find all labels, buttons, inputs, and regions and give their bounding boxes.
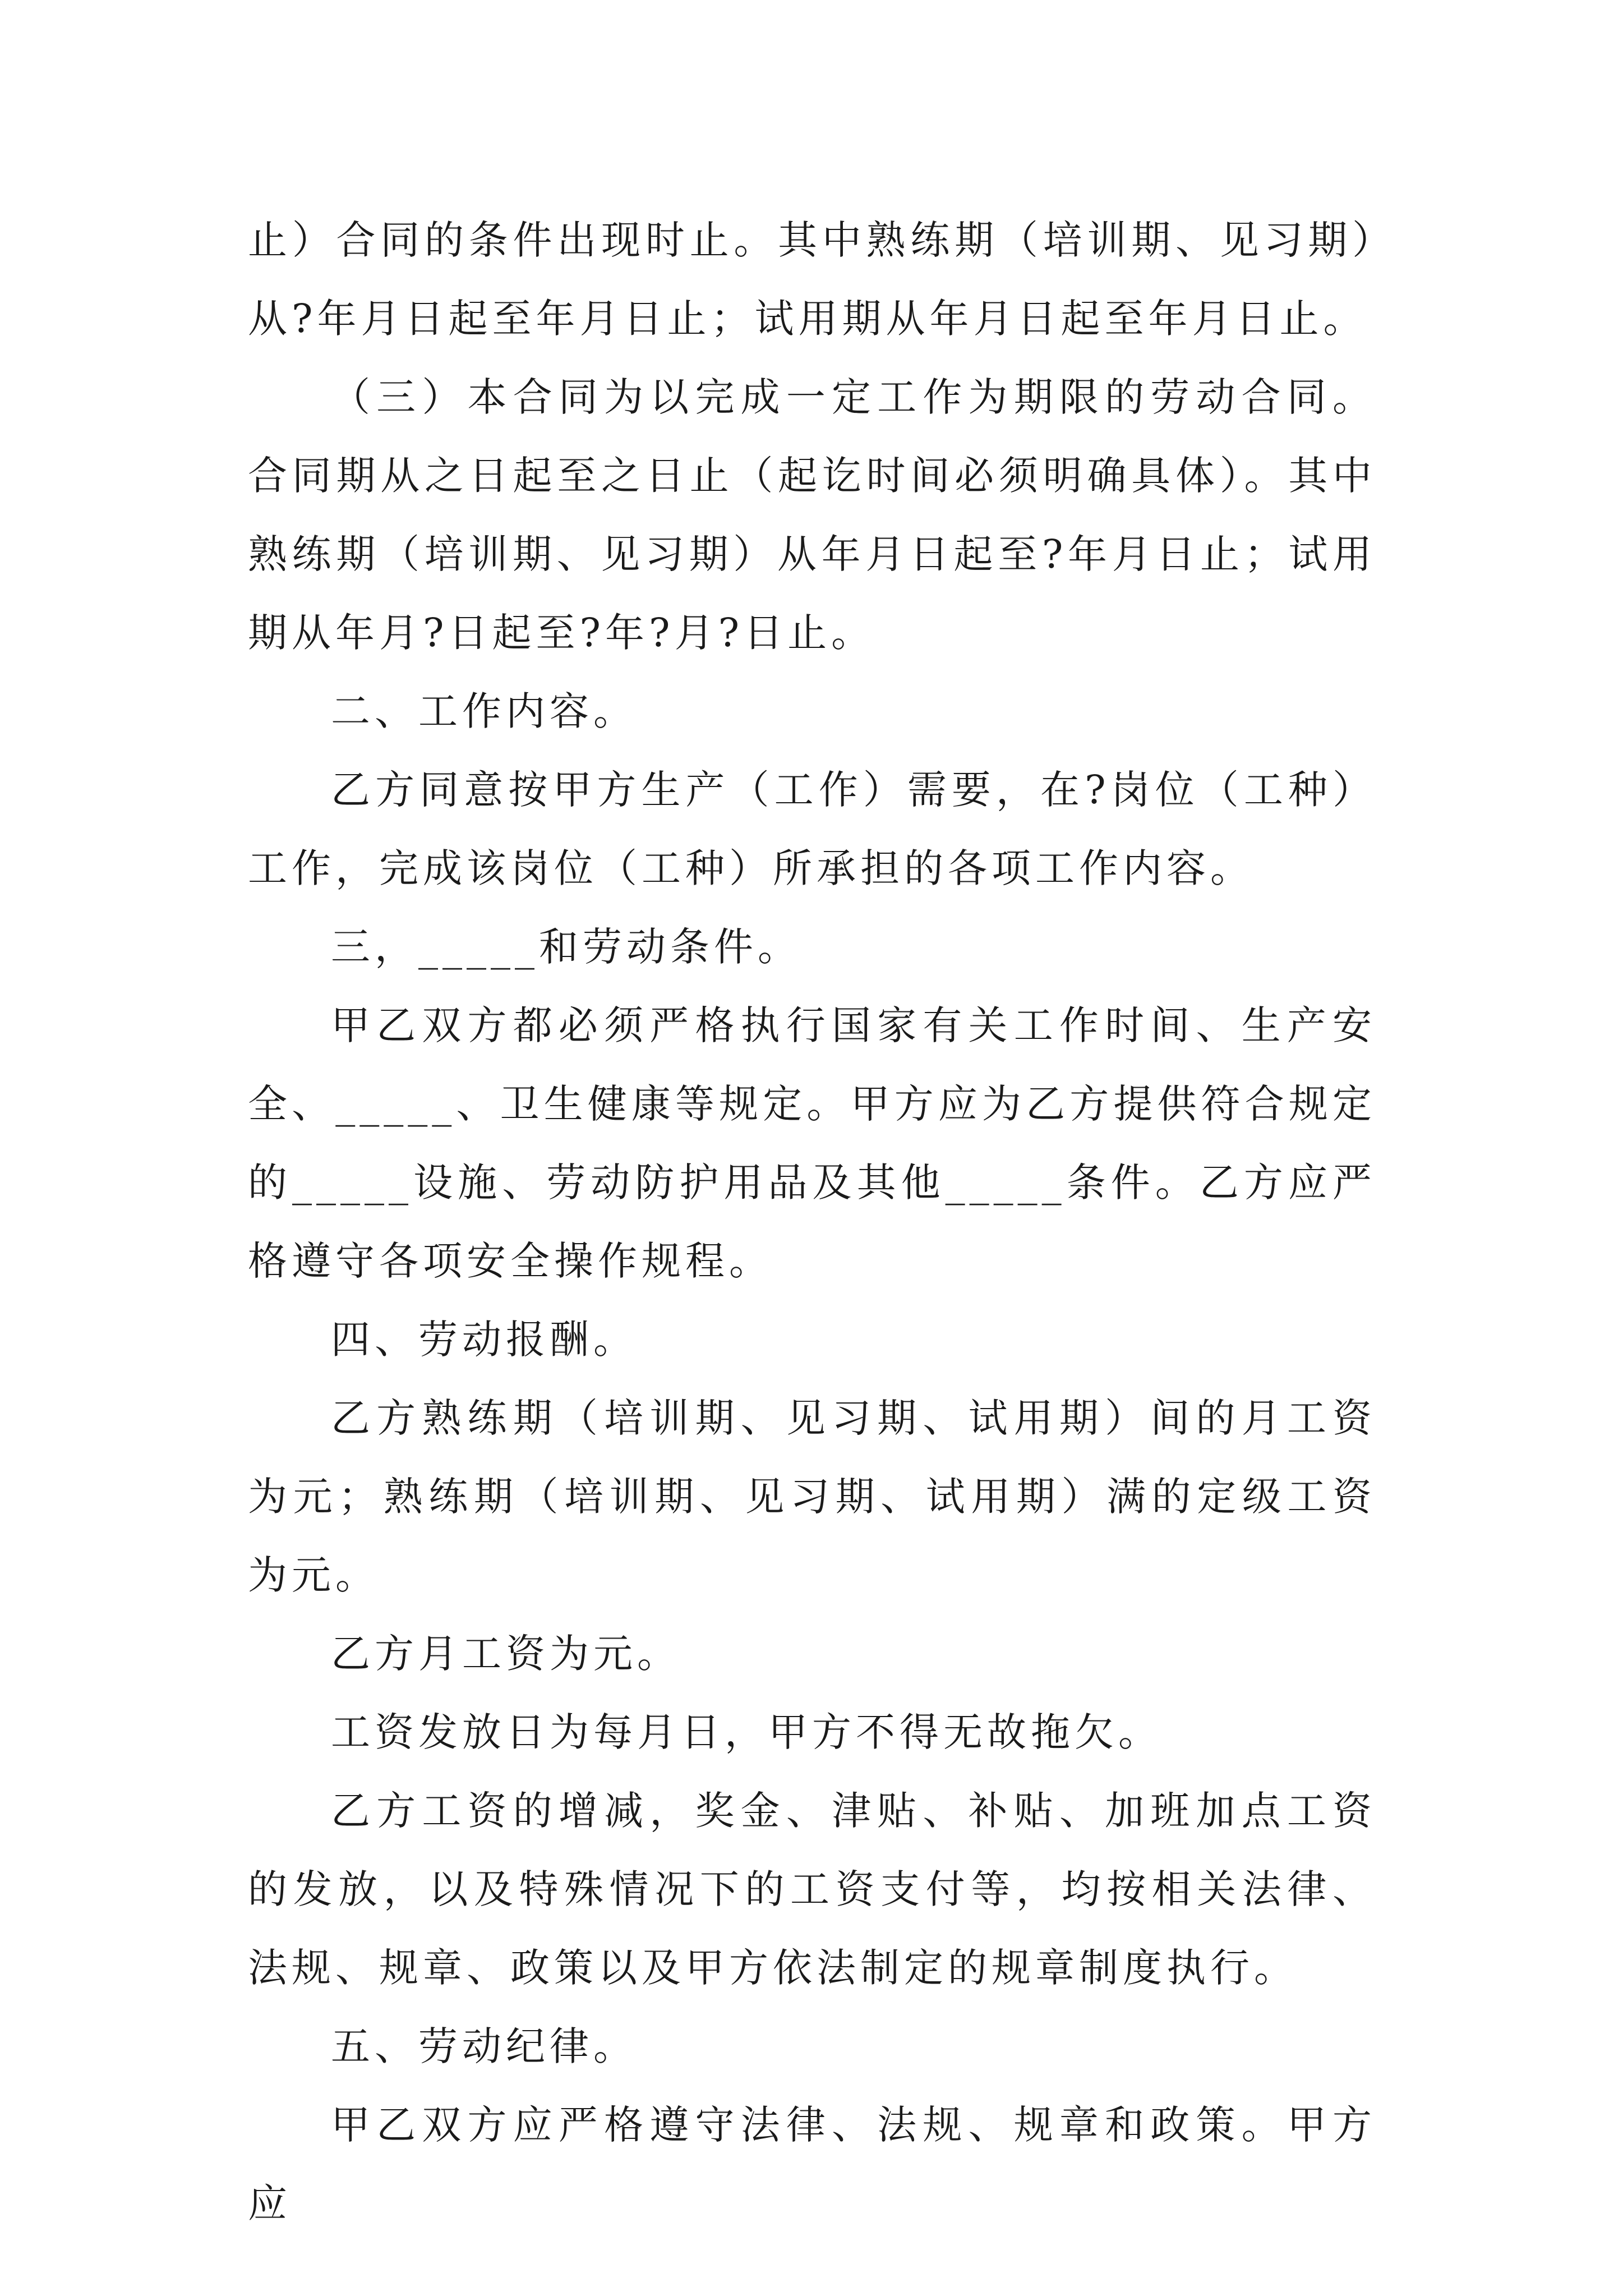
paragraph-payday: 工资发放日为每月日，甲方不得无故拖欠。 (331, 1709, 1162, 1755)
document-body (248, 201, 1376, 2243)
paragraph-contract-term-continuation: 止）合同的条件出现时止。其中熟练期（培训期、见习期）从?年月日起至年月日止；试用期从年月日起至年月日止。 (248, 217, 1376, 342)
paragraph-work-content: 乙方同意按甲方生产（工作）需要，在?岗位（工种）工作，完成该岗位（工种）所承担的各项工作内容。 (248, 767, 1376, 891)
section-heading-remuneration: 四、劳动报酬。 (331, 1317, 637, 1363)
section-heading-labor-discipline: 五、劳动纪律。 (331, 2023, 637, 2069)
paragraph-probation-wage: 乙方熟练期（培训期、见习期、试用期）间的月工资为元；熟练期（培训期、见习期、试用期）满的定级工资为元。 (248, 1395, 1376, 1598)
paragraph-labor-discipline: 甲乙双方应严格遵守法律、法规、规章和政策。甲方应 (248, 2102, 1376, 2226)
paragraph-labor-conditions: 甲乙双方都必须严格执行国家有关工作时间、生产安全、_____、卫生健康等规定。甲方应为乙方提供符合规定的_____设施、劳动防护用品及其他_____条件。乙方应严格遵守各项安全操作规程。 (248, 1002, 1376, 1284)
paragraph-wage-adjustment: 乙方工资的增减，奖金、津贴、补贴、加班加点工资的发放，以及特殊情况下的工资支付等，均按相关法律、法规、规章、政策以及甲方依法制定的规章制度执行。 (248, 1788, 1376, 1991)
paragraph-monthly-wage: 乙方月工资为元。 (331, 1631, 681, 1677)
section-heading-work-content: 二、工作内容。 (331, 688, 637, 734)
section-heading-labor-conditions: 三，_____和劳动条件。 (331, 924, 801, 970)
paragraph-task-based-contract: （三）本合同为以完成一定工作为期限的劳动合同。合同期从之日起至之日止（起讫时间必须明确具体）。其中熟练期（培训期、见习期）从年月日起至?年月日止；试用期从年月?日起至?年?月?日止。 (248, 374, 1376, 656)
